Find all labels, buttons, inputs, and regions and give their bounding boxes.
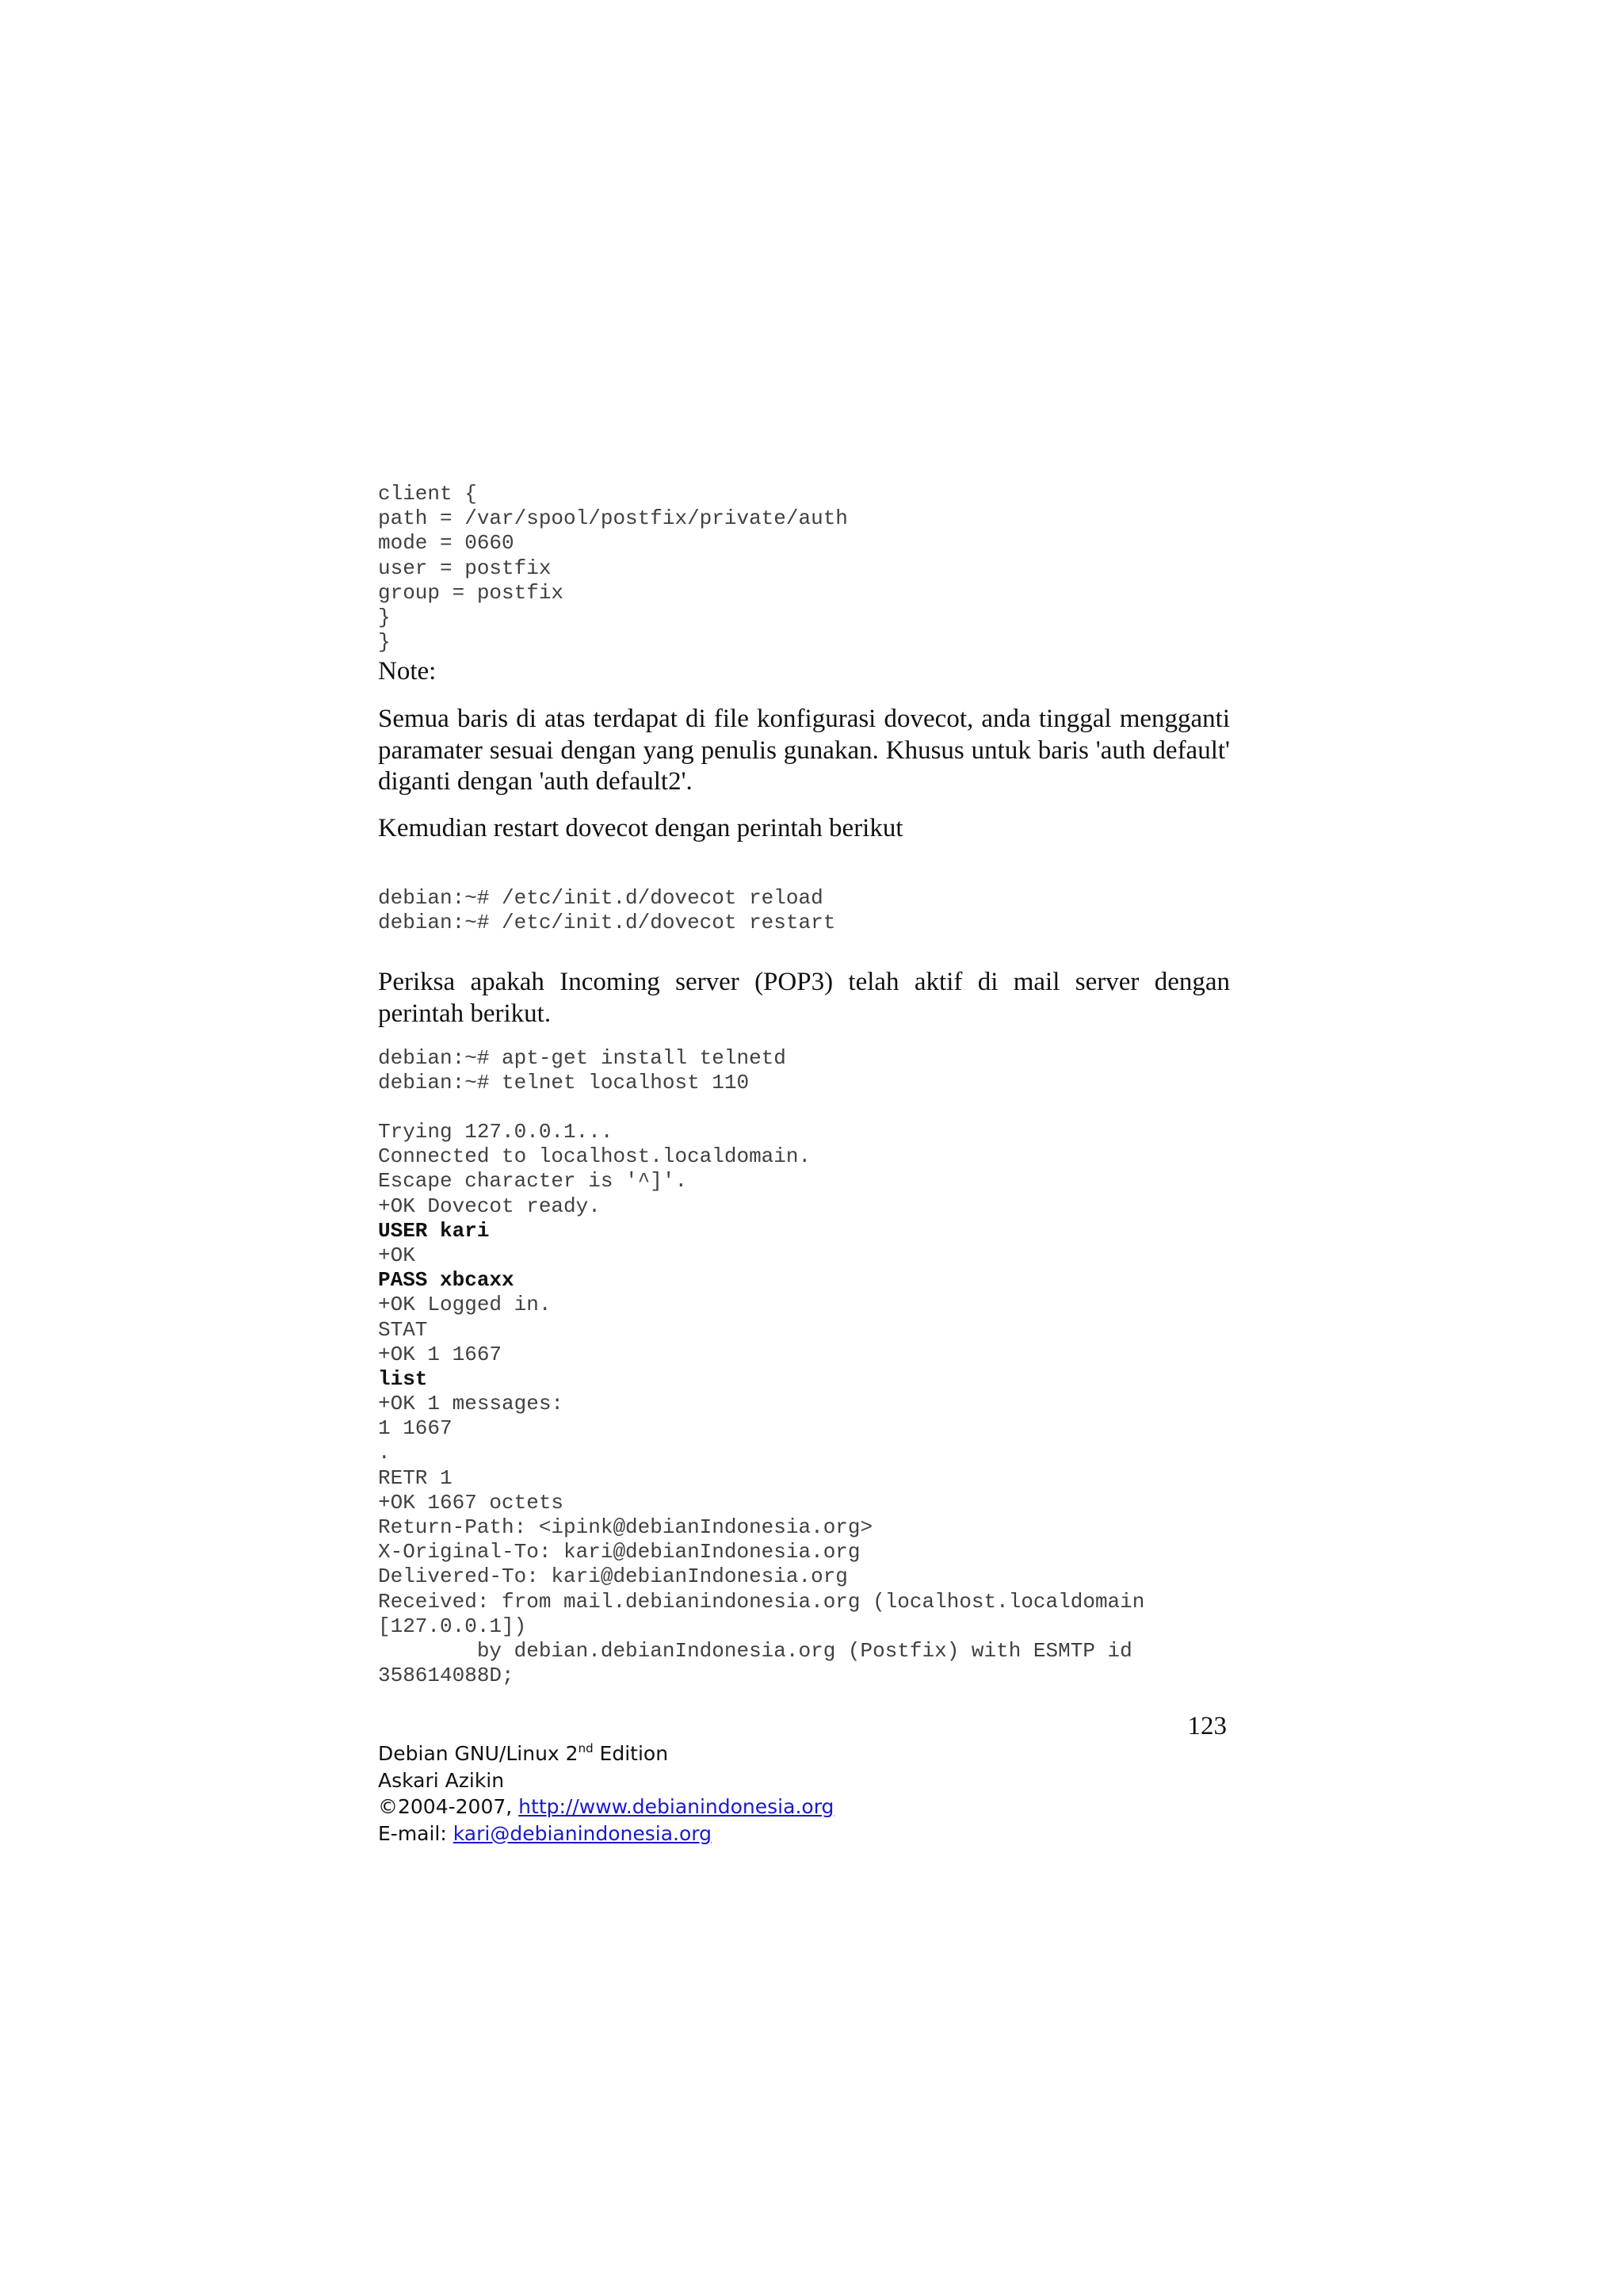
code-line: STAT <box>378 1317 428 1342</box>
footer-copyright <box>378 1794 834 1820</box>
code-line: 358614088D; <box>378 1664 514 1688</box>
code-line: X-Original-To: kari@debianIndonesia.org <box>378 1540 861 1564</box>
code-line: user = postfix <box>378 556 552 580</box>
code-line: +OK 1 1667 <box>378 1342 502 1366</box>
code-line: Return-Path: <ipink@debianIndonesia.org> <box>378 1515 873 1539</box>
footer-email-label: E-mail: <box>378 1821 453 1845</box>
telnet-commands-block <box>378 1046 786 1095</box>
code-line: PASS xbcaxx <box>378 1268 514 1293</box>
code-line: 1 1667 <box>378 1416 453 1441</box>
code-line: Delivered-To: kari@debianIndonesia.org <box>378 1564 848 1589</box>
code-line: RETR 1 <box>378 1465 453 1490</box>
code-line: mode = 0660 <box>378 531 514 556</box>
footer-edition-superscript: nd <box>578 1741 594 1755</box>
note-paragraph: Semua baris di atas terdapat di file konfigurasi dovecot, anda tinggal mengganti paramater sesuai dengan yang penulis gunakan. Khusus untuk baris 'auth default' diganti dengan 'auth default2'. <box>378 705 1230 796</box>
code-line: Trying 127.0.0.1... <box>378 1120 613 1144</box>
code-line: debian:~# telnet localhost 110 <box>378 1071 750 1095</box>
restart-commands-block <box>378 886 835 935</box>
code-line: +OK Dovecot ready. <box>378 1194 601 1218</box>
restart-instruction: Kemudian restart dovecot dengan perintah berikut <box>378 814 903 842</box>
code-line: by debian.debianIndonesia.org (Postfix) with ESMTP id <box>378 1638 1132 1663</box>
code-line: group = postfix <box>378 580 564 605</box>
code-line: USER kari <box>378 1218 490 1243</box>
website-link[interactable]: http://www.debianindonesia.org <box>518 1795 834 1818</box>
footer-book-title-edition: Edition <box>593 1742 669 1765</box>
email-link[interactable]: kari@debianindonesia.org <box>453 1821 712 1845</box>
config-code-block <box>378 482 848 655</box>
code-line: +OK 1 messages: <box>378 1392 564 1416</box>
note-heading: Note: <box>378 657 437 686</box>
code-line: path = /var/spool/postfix/private/auth <box>378 506 848 531</box>
footer-email <box>378 1820 834 1847</box>
code-line: Connected to localhost.localdomain. <box>378 1144 812 1169</box>
code-line: debian:~# apt-get install telnetd <box>378 1046 786 1070</box>
code-line: debian:~# /etc/init.d/dovecot reload <box>378 886 823 910</box>
pop3-check-paragraph: Periksa apakah Incoming server (POP3) telah aktif di mail server dengan perintah berikut. <box>378 968 1230 1028</box>
code-line: debian:~# /etc/init.d/dovecot restart <box>378 911 836 935</box>
code-line: list <box>378 1366 428 1391</box>
footer-author: Askari Azikin <box>378 1768 505 1792</box>
footer-copyright-text: ©2004-2007, <box>378 1795 519 1818</box>
footer-book-title <box>378 1740 834 1767</box>
code-line: Received: from mail.debianindonesia.org (localhost.localdomain <box>378 1589 1145 1614</box>
code-line: } <box>378 630 391 655</box>
code-line: +OK 1667 octets <box>378 1490 564 1515</box>
code-line: client { <box>378 482 477 506</box>
page-footer <box>378 1740 834 1847</box>
footer-book-title-main: Debian GNU/Linux 2 <box>378 1742 579 1765</box>
code-line: Escape character is '^]'. <box>378 1169 688 1194</box>
code-line: } <box>378 605 391 629</box>
telnet-session-output <box>378 1120 1144 1688</box>
code-line: +OK Logged in. <box>378 1293 552 1317</box>
code-line: [127.0.0.1]) <box>378 1614 527 1638</box>
page-number: 123 <box>1187 1712 1227 1740</box>
code-line: +OK <box>378 1243 415 1267</box>
code-line: . <box>378 1441 391 1465</box>
